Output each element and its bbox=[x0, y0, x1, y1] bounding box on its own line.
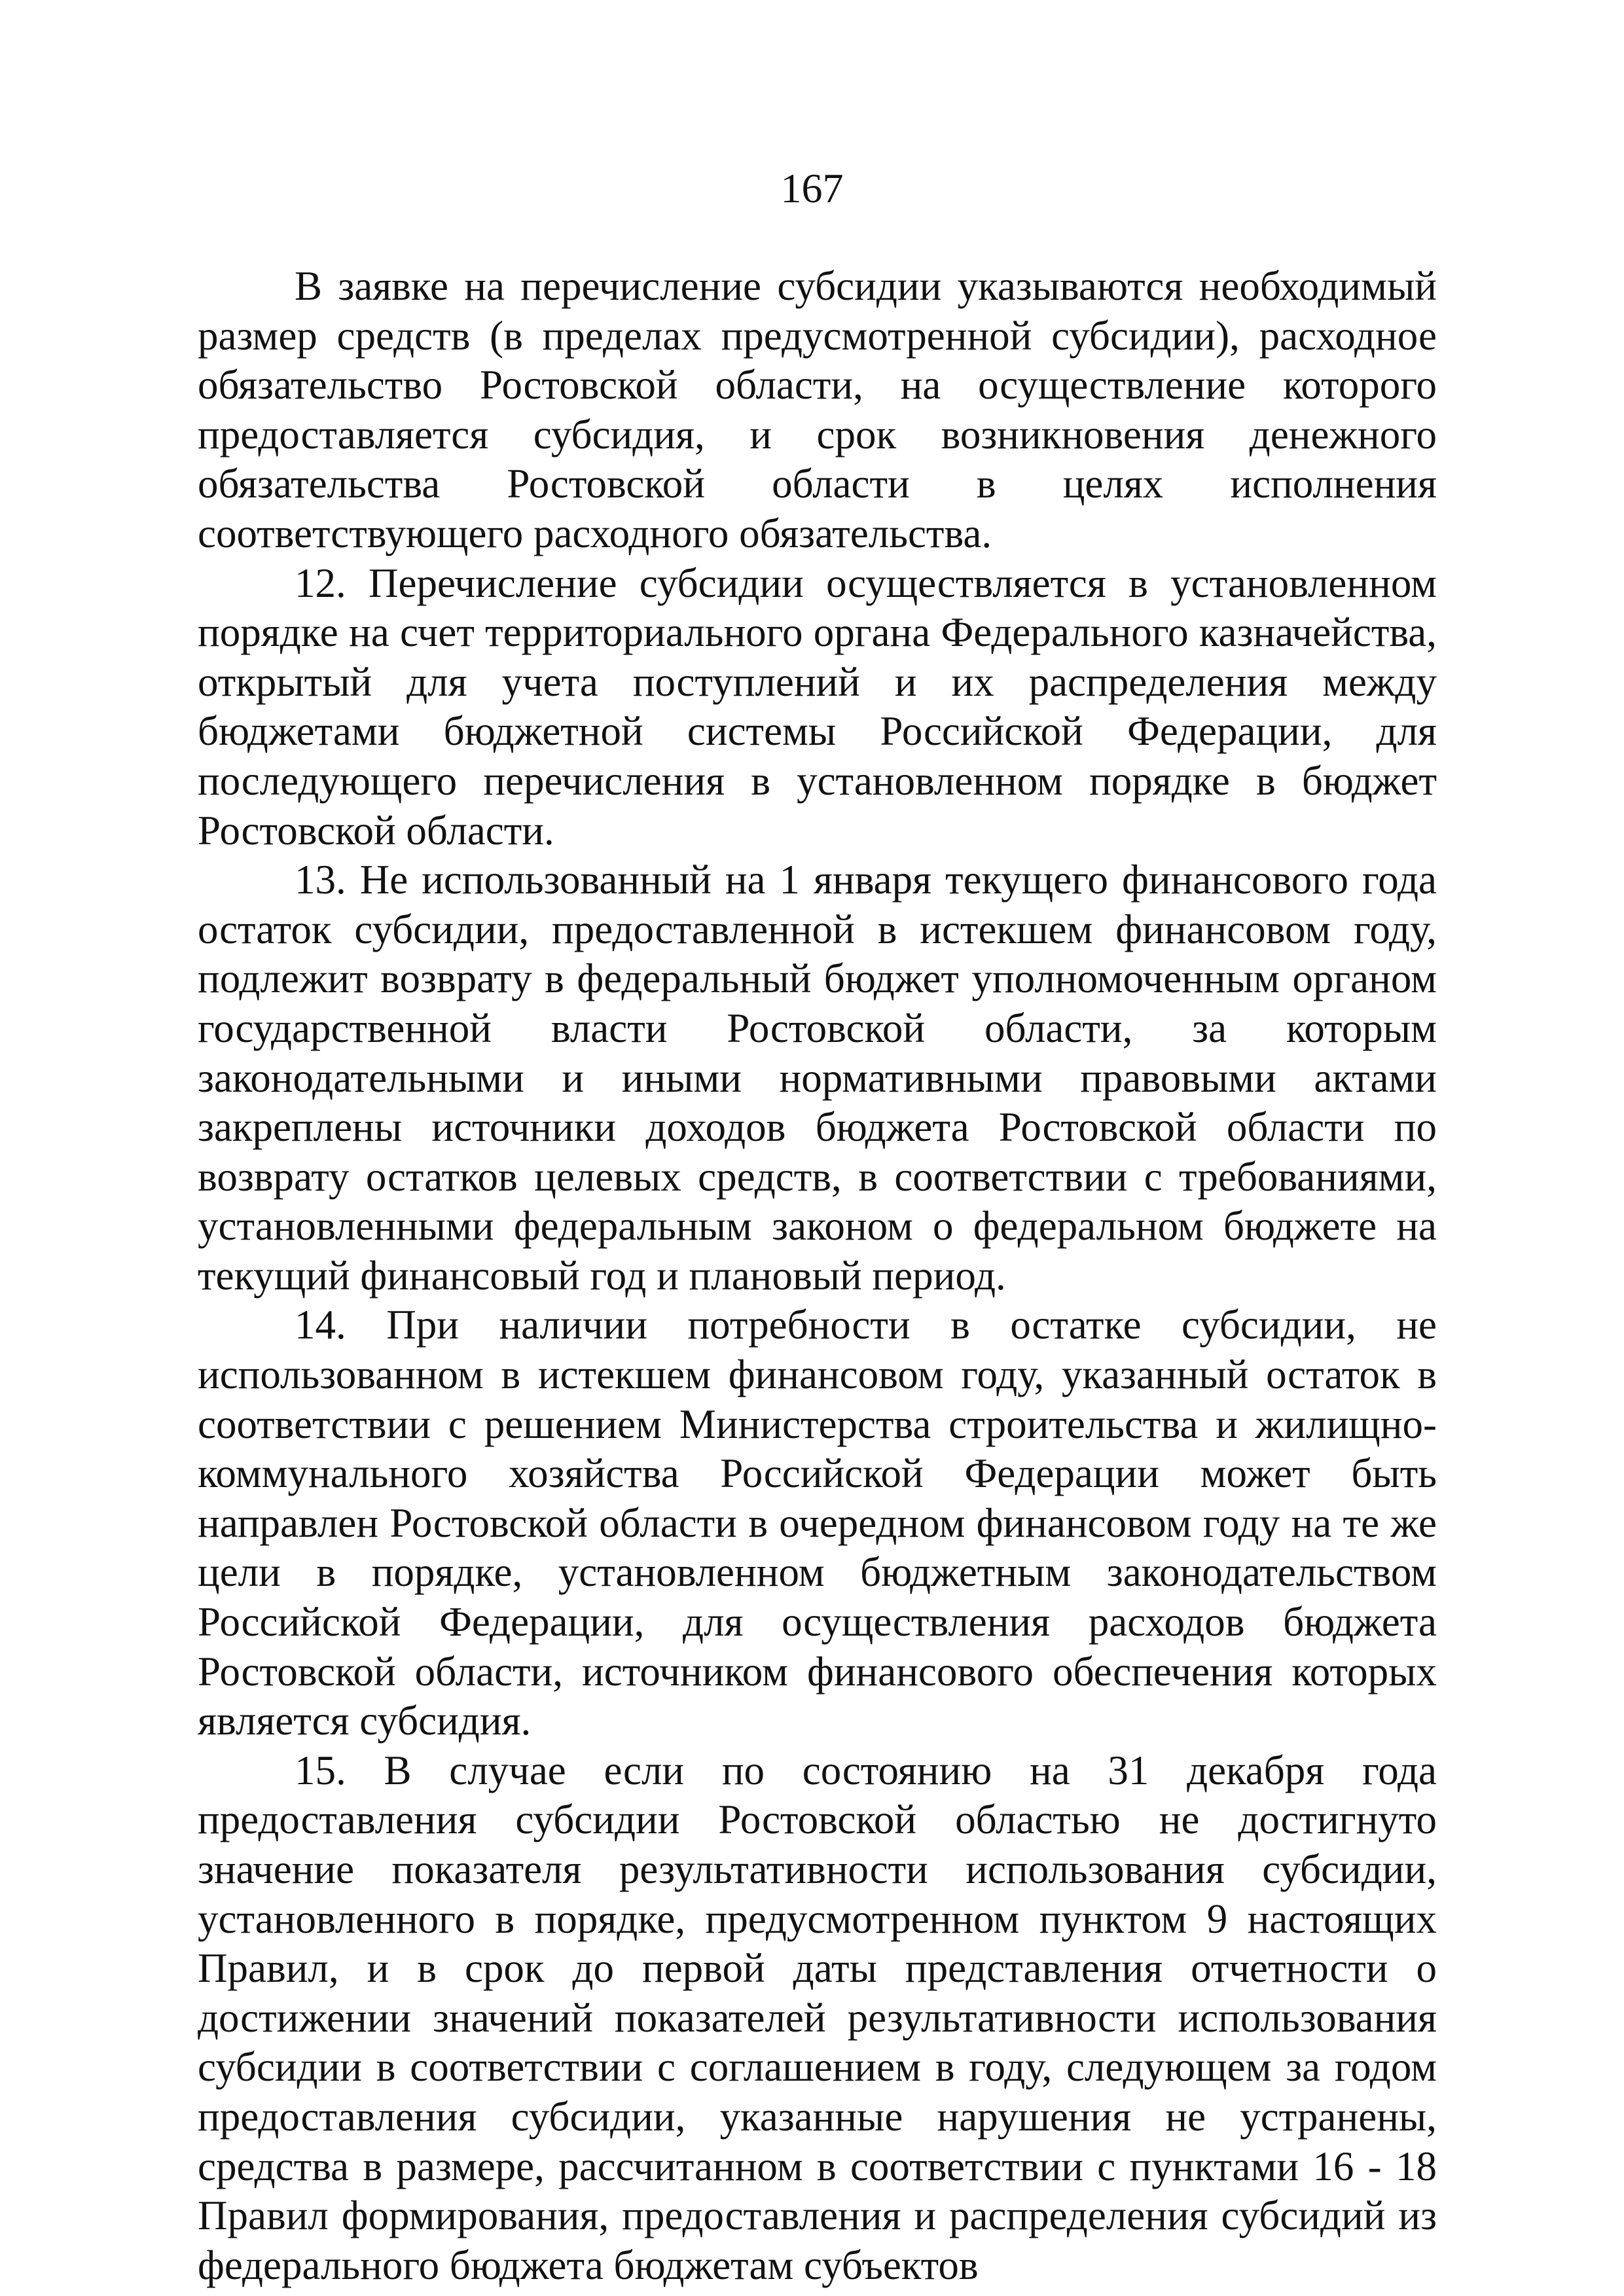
page-number: 167 bbox=[780, 165, 844, 211]
document-body bbox=[198, 262, 1437, 2290]
paragraph-item-14: 14. При наличии потребности в остатке субсидии, не использованном в истекшем финансовом году, указанный остаток в соответствии с решением Министерства строительства и жилищно-коммунального хозяйства Российской Федерации может быть направлен Ростовской области в очередном финансовом году на те же цели в порядке, установленном бюджетным законодательством Российской Федерации, для осуществления расходов бюджета Ростовской области, источником финансового обеспечения которых является субсидия. bbox=[198, 1302, 1437, 1744]
paragraph-application-details: В заявке на перечисление субсидии указываются необходимый размер средств (в пределах предусмотренной субсидии), расходное обязательство Ростовской области, на осуществление которого предоставляется субсидия, и срок возникновения денежного обязательства Ростовской области в целях исполнения соответствующего расходного обязательства. bbox=[198, 263, 1437, 556]
paragraph-item-15: 15. В случае если по состоянию на 31 декабря года предоставления субсидии Ростовской областью не достигнуто значение показателя результативности использования субсидии, установленного в порядке, предусмотренном пунктом 9 настоящих Правил, и в срок до первой даты представления отчетности о достижении значений показателей результативности использования субсидии в соответствии с соглашением в году, следующем за годом предоставления субсидии, указанные нарушения не устранены, средства в размере, рассчитанном в соответствии с пунктами 16 - 18 Правил формирования, предоставления и распределения субсидий из федерального бюджета бюджетам субъектов bbox=[198, 1747, 1437, 2288]
paragraph-item-13: 13. Не использованный на 1 января текущего финансового года остаток субсидии, предоставленной в истекшем финансовом году, подлежит возврату в федеральный бюджет уполномоченным органом государственной власти Ростовской области, за которым законодательными и иными нормативными правовыми актами закреплены источники доходов бюджета Ростовской области по возврату остатков целевых средств, в соответствии с требованиями, установленными федеральным законом о федеральном бюджете на текущий финансовый год и плановый период. bbox=[198, 857, 1437, 1299]
paragraph-item-12: 12. Перечисление субсидии осуществляется в установленном порядке на счет территориального органа Федерального казначейства, открытый для учета поступлений и их распределения между бюджетами бюджетной системы Российской Федерации, для последующего перечисления в установленном порядке в бюджет Ростовской области. bbox=[198, 560, 1437, 853]
